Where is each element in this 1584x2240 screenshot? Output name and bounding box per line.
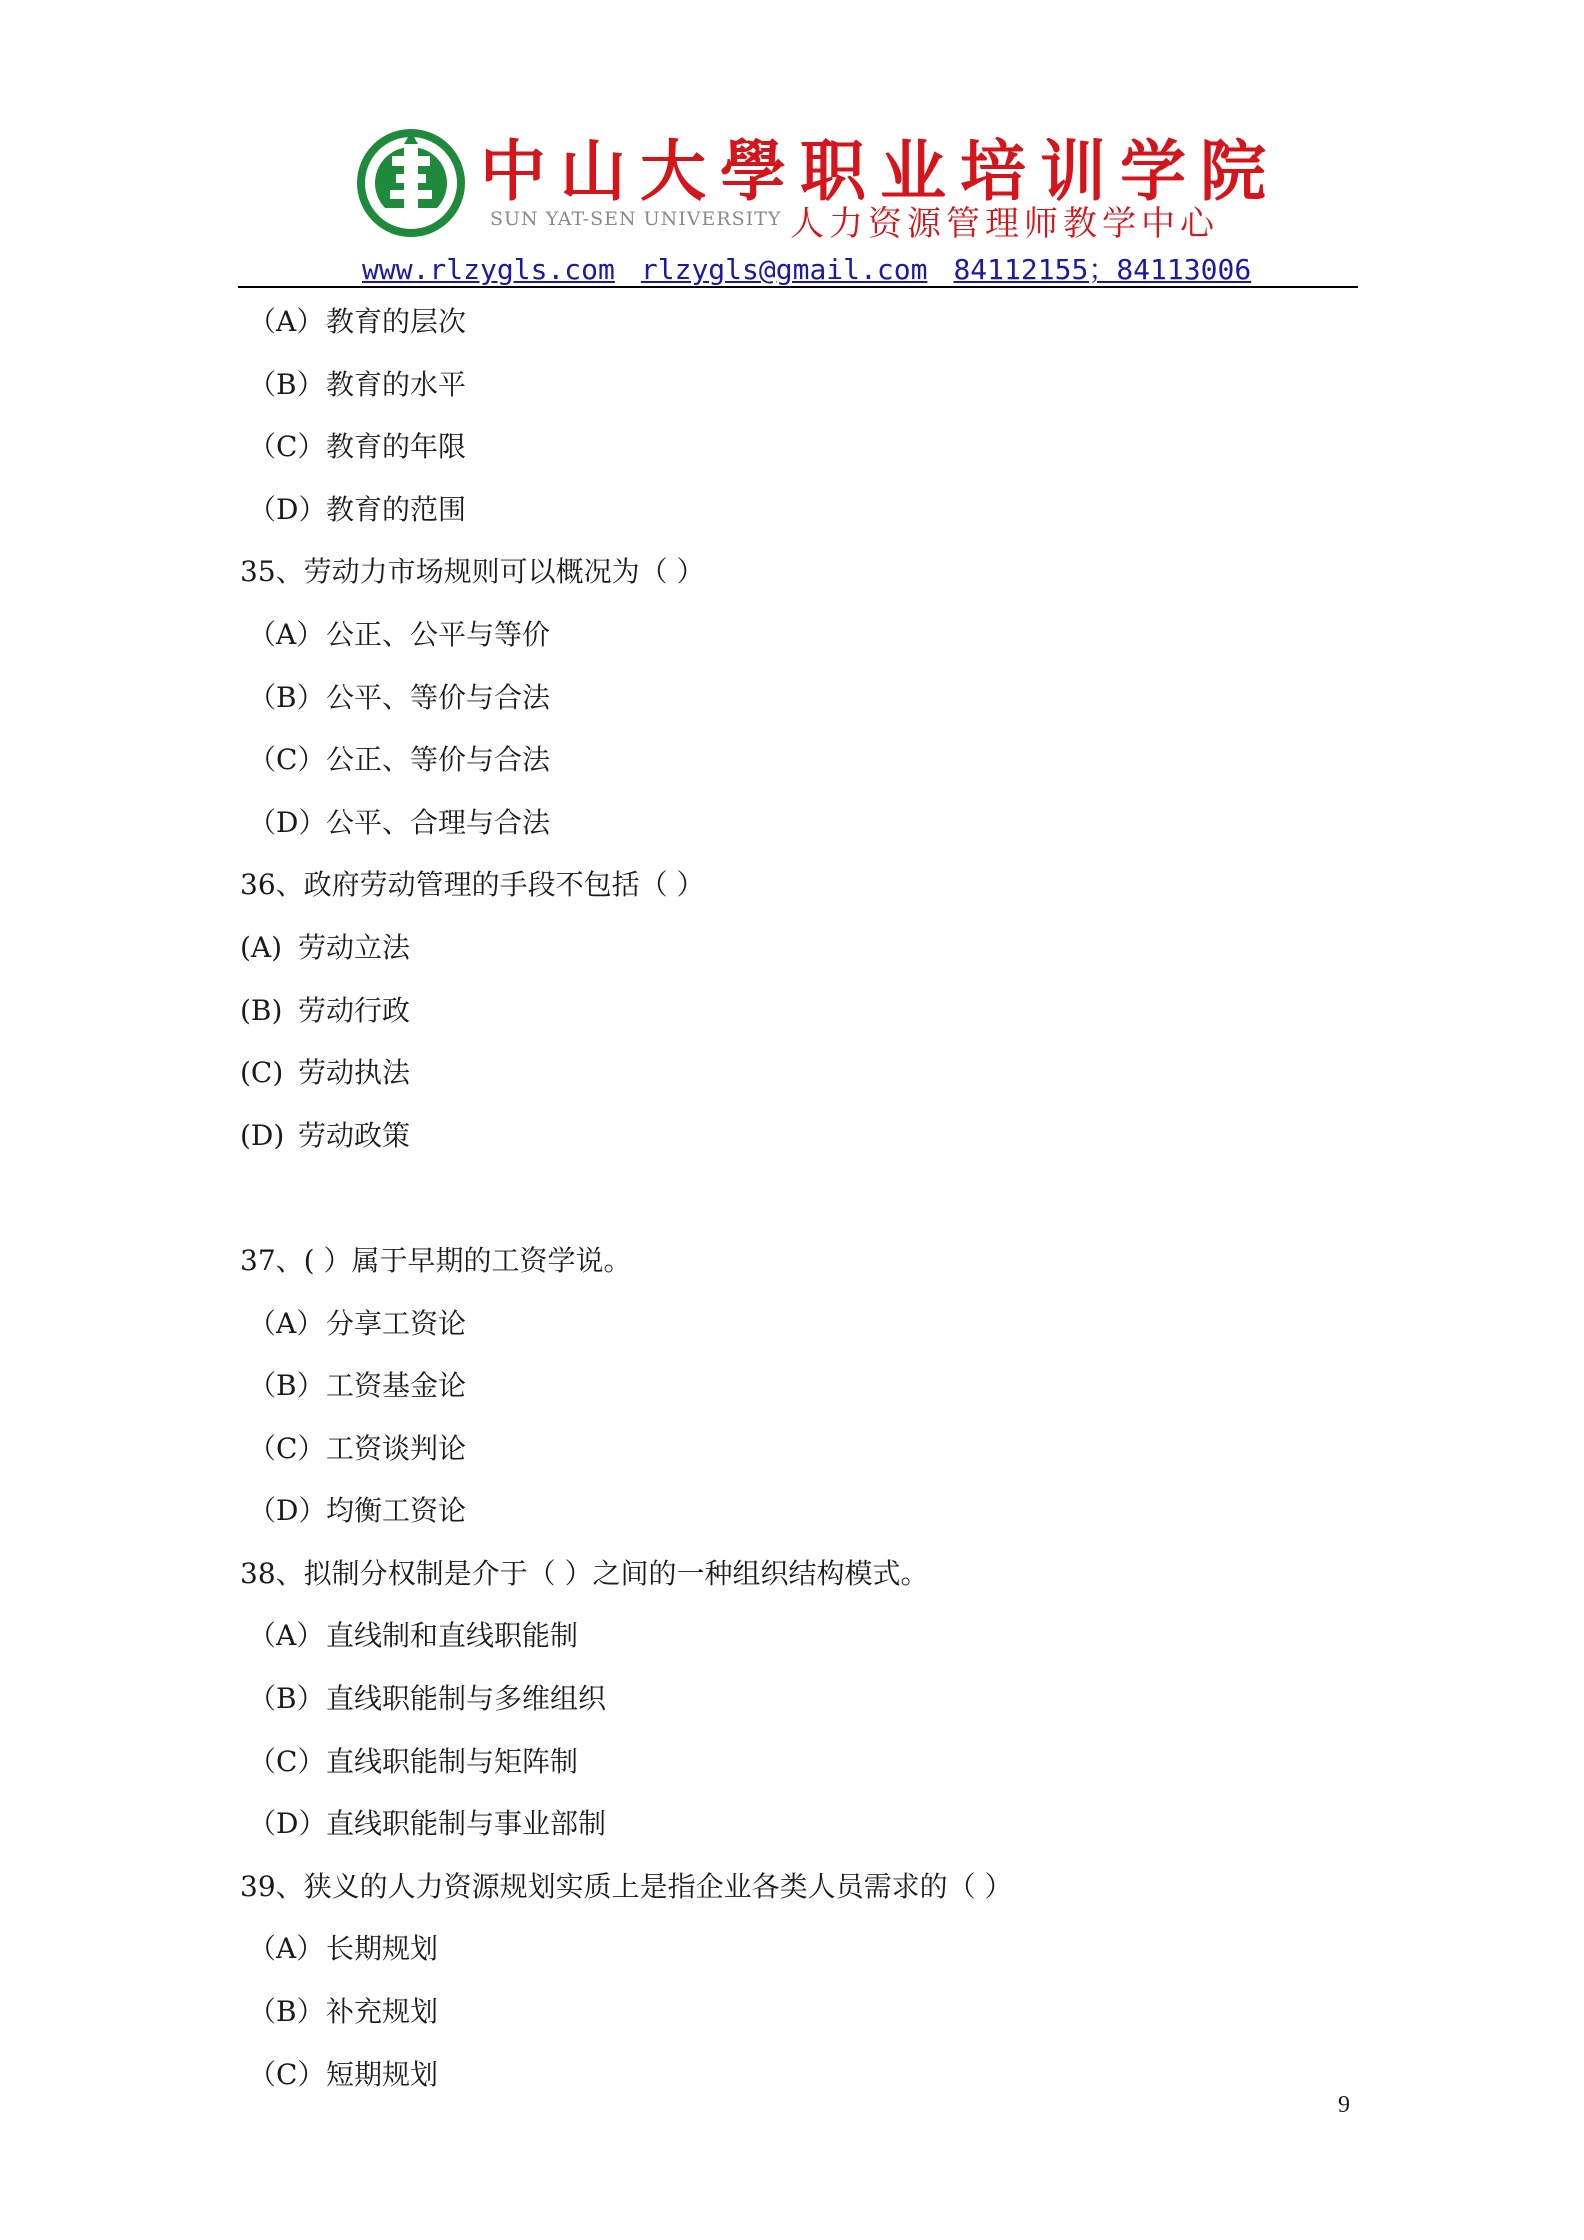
option-line	[240, 1736, 1340, 1799]
option-text: 劳动行政	[298, 993, 411, 1027]
option-label: （A）	[248, 305, 325, 338]
option-label: （A）	[248, 1619, 325, 1653]
option-label: (A)	[240, 930, 283, 964]
blank-line	[240, 1172, 1340, 1235]
option-text: 教育的水平	[326, 367, 467, 401]
option-line	[240, 609, 1340, 672]
option-label: （B）	[248, 680, 325, 714]
option-label: （C）	[248, 1431, 326, 1465]
option-line	[240, 1360, 1340, 1423]
option-label: （D）	[248, 805, 327, 839]
question-stem: 39、狭义的人力资源规划实质上是指企业各类人员需求的（ ）	[240, 1869, 1013, 1903]
option-label: （B）	[248, 1995, 325, 2029]
option-label: （C）	[248, 430, 326, 464]
option-text: 工资基金论	[326, 1369, 467, 1403]
option-text: 直线职能制与事业部制	[326, 1807, 607, 1841]
option-line	[240, 2049, 1340, 2112]
option-text: 劳动政策	[298, 1118, 411, 1152]
option-text: 长期规划	[326, 1932, 439, 1966]
option-text: 短期规划	[326, 2057, 439, 2091]
option-text: 直线制和直线职能制	[326, 1619, 579, 1653]
option-line	[240, 1485, 1340, 1548]
university-logo-icon	[356, 128, 466, 238]
option-text: 公平、合理与合法	[326, 805, 551, 839]
option-text: 补充规划	[326, 1995, 439, 2029]
option-text: 劳动立法	[298, 930, 411, 964]
option-line	[240, 1673, 1340, 1736]
option-line	[240, 922, 1340, 985]
page-number: 9	[1338, 2092, 1350, 2118]
contact-line	[362, 248, 1277, 288]
phone-numbers: 84112155；84113006	[953, 253, 1252, 286]
option-line	[240, 421, 1340, 484]
option-text: 直线职能制与矩阵制	[326, 1744, 579, 1778]
option-label: （A）	[248, 1932, 325, 1966]
option-label: （C）	[248, 2057, 326, 2091]
option-line	[240, 1986, 1340, 2049]
option-text: 劳动执法	[298, 1056, 411, 1090]
option-line	[240, 1923, 1340, 1986]
option-line	[240, 1423, 1340, 1486]
option-line	[240, 985, 1340, 1048]
question-list	[240, 296, 1340, 2111]
option-text: 工资谈判论	[326, 1431, 467, 1465]
option-label: (D)	[240, 1118, 285, 1152]
option-line	[240, 672, 1340, 735]
question-stem: 37、( ）属于早期的工资学说。	[240, 1243, 632, 1277]
option-label: （B）	[248, 1682, 325, 1716]
option-label: （C）	[248, 743, 326, 777]
option-line	[240, 1798, 1340, 1861]
option-line	[240, 1047, 1340, 1110]
website-link[interactable]: www.rlzygls.com	[362, 253, 615, 286]
option-line	[240, 296, 1340, 359]
option-text: 公正、公平与等价	[326, 617, 551, 651]
option-line	[240, 734, 1340, 797]
option-text: 均衡工资论	[326, 1494, 467, 1528]
header-divider	[238, 286, 1358, 288]
option-line	[240, 797, 1340, 860]
option-label: （B）	[248, 1369, 325, 1403]
question-stem: 35、劳动力市场规则可以概况为（ ）	[240, 555, 705, 589]
center-subtitle: 人力资源管理师教学中心	[790, 204, 1219, 244]
option-label: （A）	[248, 1306, 325, 1340]
option-label: （C）	[248, 1744, 326, 1778]
option-label: (B)	[240, 993, 283, 1027]
option-line	[240, 484, 1340, 547]
option-text: 分享工资论	[326, 1306, 467, 1340]
option-text: 直线职能制与多维组织	[326, 1682, 607, 1716]
option-label: （B）	[248, 367, 325, 401]
option-text: 教育的范围	[326, 492, 467, 526]
question-stem: 36、政府劳动管理的手段不包括（ ）	[240, 868, 705, 902]
option-label: （D）	[248, 492, 327, 526]
option-text: 教育的年限	[326, 430, 467, 464]
option-label: （A）	[248, 617, 325, 651]
option-text: 公平、等价与合法	[326, 680, 551, 714]
page-header	[0, 0, 1584, 290]
option-text: 教育的层次	[326, 305, 467, 338]
question-stem: 38、拟制分权制是介于（ ）之间的一种组织结构模式。	[240, 1556, 929, 1590]
option-text: 公正、等价与合法	[326, 743, 551, 777]
email-link[interactable]: rlzygls@gmail.com	[640, 253, 928, 286]
option-label: （D）	[248, 1494, 327, 1528]
institution-title-english: SUN YAT-SEN UNIVERSITY	[490, 208, 782, 230]
option-line	[240, 359, 1340, 422]
institution-title: 中山大學职业培训学院	[480, 132, 1280, 210]
option-line	[240, 1298, 1340, 1361]
option-label: （D）	[248, 1807, 327, 1841]
option-line	[240, 1610, 1340, 1673]
option-line	[240, 1110, 1340, 1173]
option-label: (C)	[240, 1056, 284, 1090]
